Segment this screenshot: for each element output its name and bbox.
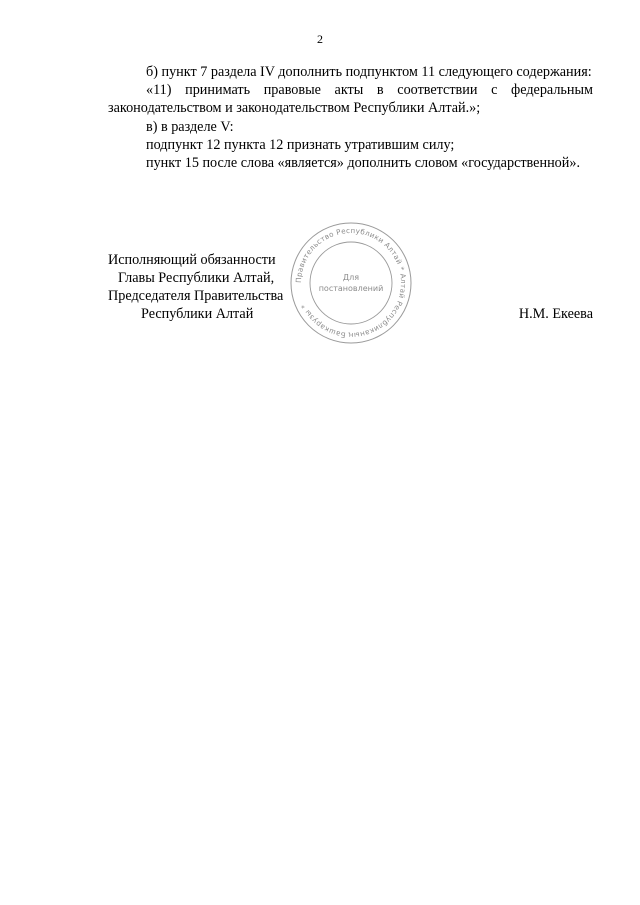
signature-block — [108, 251, 298, 323]
signature-title-line-1: Исполняющий обязанности — [108, 252, 276, 268]
seal-center-line-2: постановлений — [318, 284, 384, 293]
paragraph-item-b: б) пункт 7 раздела IV дополнить подпунктом 11 следующего содержания: — [146, 64, 592, 80]
signature-title-line-2: Главы Республики Алтай, — [118, 270, 275, 286]
seal-inner-ring — [310, 242, 392, 324]
paragraph-subpoint-11: «11) принимать правовые акты в соответствии с федеральным законодательством и законодательством Республики Алтай.»; — [108, 82, 593, 117]
paragraph-item-v: в) в разделе V: — [146, 118, 234, 135]
seal-outer-ring — [291, 223, 411, 343]
document-body — [108, 63, 593, 172]
paragraph-point-15: пункт 15 после слова «является» дополнить словом «государственной». — [146, 155, 580, 172]
signer-name: Н.М. Екеева — [518, 306, 593, 322]
page-number: 2 — [317, 32, 323, 46]
seal-center-line-1: Для — [342, 273, 360, 282]
official-seal-stamp — [288, 220, 414, 346]
signature-title-line-3: Председателя Правительства — [108, 288, 284, 304]
seal-ring-text: Правительство Республики Алтай * Алтай Республиканың Башкарузы * — [293, 225, 409, 341]
paragraph-subpoint-12: подпункт 12 пункта 12 признать утратившим силу; — [146, 136, 455, 153]
signature-title-line-4: Республики Алтай — [141, 306, 254, 322]
